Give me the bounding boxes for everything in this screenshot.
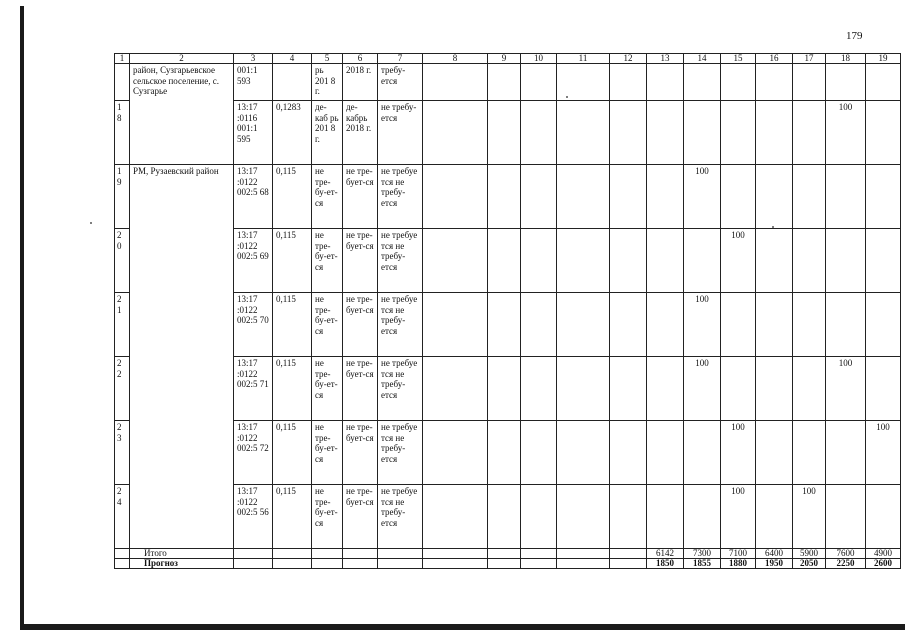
table-cell [826, 64, 866, 101]
value-cell [826, 293, 866, 357]
cadastral-cell: 13:17 :0122 002:5 69 [234, 229, 273, 293]
table-cell [423, 101, 488, 165]
value-cell [684, 485, 721, 549]
table-cell [423, 229, 488, 293]
row-number-cell: 1 8 [115, 101, 130, 165]
header-cell: 17 [793, 54, 826, 64]
table-cell [423, 64, 488, 101]
header-cell: 16 [756, 54, 793, 64]
header-cell: 11 [557, 54, 610, 64]
value-cell [866, 229, 901, 293]
status-cell: не требуе тся не требу-ется [378, 357, 423, 421]
table-cell [521, 559, 557, 569]
table-row [115, 101, 901, 165]
value-cell: 100 [684, 165, 721, 229]
table-cell [423, 559, 488, 569]
table-cell [488, 357, 521, 421]
forecast-value: 2600 [866, 559, 901, 569]
table-cell [234, 549, 273, 559]
table-cell [423, 357, 488, 421]
table-cell [610, 421, 647, 485]
table-cell [423, 165, 488, 229]
requirement-cell: не тре-бует-ся [343, 421, 378, 485]
value-cell [866, 293, 901, 357]
table-cell [521, 101, 557, 165]
row-number-cell [115, 64, 130, 101]
requirement-cell: не тре-бует-ся [343, 165, 378, 229]
value-cell: 100 [866, 421, 901, 485]
table-cell [378, 559, 423, 569]
area-cell: 0,115 [273, 485, 312, 549]
total-value: 6400 [756, 549, 793, 559]
header-cell: 12 [610, 54, 647, 64]
area-cell: 0,115 [273, 421, 312, 485]
table-cell [521, 293, 557, 357]
total-value: 7300 [684, 549, 721, 559]
table-cell [312, 559, 343, 569]
table-cell [756, 293, 793, 357]
value-cell [721, 357, 756, 421]
row-number-cell: 1 9 [115, 165, 130, 229]
location-cell [130, 101, 234, 165]
cadastral-cell: 13:17 :0122 002:5 72 [234, 421, 273, 485]
value-cell [793, 293, 826, 357]
table-cell [647, 421, 684, 485]
value-cell [793, 165, 826, 229]
table-cell [273, 559, 312, 569]
table-cell [557, 229, 610, 293]
requirement-cell: не тре-бует-ся [343, 293, 378, 357]
data-table [114, 53, 901, 569]
table-cell [521, 165, 557, 229]
table-cell [423, 485, 488, 549]
table-cell [521, 357, 557, 421]
date-cell: де-каб рь 201 8 г. [312, 101, 343, 165]
forecast-value: 2250 [826, 559, 866, 569]
table-cell [557, 165, 610, 229]
value-cell [866, 357, 901, 421]
value-cell: 100 [826, 101, 866, 165]
table-cell [343, 559, 378, 569]
header-cell: 5 [312, 54, 343, 64]
forecast-label: Прогноз [130, 559, 234, 569]
table-cell [312, 549, 343, 559]
header-cell: 18 [826, 54, 866, 64]
row-number-cell: 2 2 [115, 357, 130, 421]
total-value: 5900 [793, 549, 826, 559]
table-cell [488, 293, 521, 357]
area-cell: 0,115 [273, 165, 312, 229]
header-cell: 14 [684, 54, 721, 64]
area-cell: 0,115 [273, 357, 312, 421]
scan-speck [90, 222, 92, 224]
scan-bottom-edge [20, 624, 905, 630]
header-cell: 19 [866, 54, 901, 64]
table-cell [521, 64, 557, 101]
table-cell [557, 293, 610, 357]
status-cell: требу-ется [378, 64, 423, 101]
table-cell [610, 165, 647, 229]
table-cell [610, 357, 647, 421]
table-cell [488, 64, 521, 101]
table-cell [557, 421, 610, 485]
header-cell: 4 [273, 54, 312, 64]
table-cell [756, 485, 793, 549]
table-cell [756, 357, 793, 421]
table-cell [273, 549, 312, 559]
value-cell [793, 229, 826, 293]
value-cell: 100 [826, 357, 866, 421]
value-cell: 100 [721, 485, 756, 549]
requirement-cell: не тре-бу-ет-ся [312, 293, 343, 357]
table-cell [684, 64, 721, 101]
row-number-cell: 2 0 [115, 229, 130, 293]
status-cell: не требуе тся не требу-ется [378, 293, 423, 357]
value-cell [826, 165, 866, 229]
table-cell [756, 64, 793, 101]
forecast-value: 1855 [684, 559, 721, 569]
table-row [115, 165, 901, 229]
requirement-cell: не тре-бу-ет-ся [312, 357, 343, 421]
table-cell [423, 549, 488, 559]
total-value: 4900 [866, 549, 901, 559]
table-cell [647, 165, 684, 229]
header-cell: 13 [647, 54, 684, 64]
table-cell [488, 549, 521, 559]
forecast-value: 1950 [756, 559, 793, 569]
value-cell [826, 229, 866, 293]
cadastral-cell: 13:17 :0122 002:5 71 [234, 357, 273, 421]
requirement-cell: не тре-бует-ся [343, 229, 378, 293]
value-cell: 100 [684, 293, 721, 357]
row-number-cell: 2 1 [115, 293, 130, 357]
requirement-cell: не тре-бу-ет-ся [312, 165, 343, 229]
status-cell: не требу-ется [378, 101, 423, 165]
table-cell [234, 559, 273, 569]
scan-left-edge [20, 6, 24, 630]
table-cell [684, 101, 721, 165]
table-cell [488, 559, 521, 569]
header-cell: 2 [130, 54, 234, 64]
row-number-cell: 2 4 [115, 485, 130, 549]
table-cell [647, 485, 684, 549]
table-cell [557, 101, 610, 165]
total-value: 6142 [647, 549, 684, 559]
table-cell [488, 485, 521, 549]
date-cell: рь 201 8 г. [312, 64, 343, 101]
header-cell: 7 [378, 54, 423, 64]
header-cell: 15 [721, 54, 756, 64]
table-cell [647, 64, 684, 101]
value-cell [793, 357, 826, 421]
value-cell: 100 [721, 421, 756, 485]
area-cell: 0,115 [273, 293, 312, 357]
cadastral-cell: 13:17 :0122 002:5 68 [234, 165, 273, 229]
table-cell [115, 549, 130, 559]
table-cell [423, 293, 488, 357]
value-cell: 100 [721, 229, 756, 293]
table-cell [610, 101, 647, 165]
area-cell: 0,115 [273, 229, 312, 293]
table-cell [610, 559, 647, 569]
location-cell: район, Сузгарьевское сельское поселение, с. Сузгарье [130, 64, 234, 101]
table-cell [610, 293, 647, 357]
table-cell [610, 485, 647, 549]
table-cell [610, 229, 647, 293]
header-cell: 1 [115, 54, 130, 64]
cadastral-cell: 001:1 593 [234, 64, 273, 101]
value-cell: 100 [684, 357, 721, 421]
table-cell [115, 559, 130, 569]
cadastral-cell: 13:17 :0122 002:5 70 [234, 293, 273, 357]
table-cell [557, 549, 610, 559]
date-cell: де-кабрь 2018 г. [343, 101, 378, 165]
area-cell: 0,1283 [273, 101, 312, 165]
cadastral-cell: 13:17 :0116 001:1 595 [234, 101, 273, 165]
total-value: 7100 [721, 549, 756, 559]
header-cell: 8 [423, 54, 488, 64]
table-cell [610, 549, 647, 559]
date-cell: 2018 г. [343, 64, 378, 101]
requirement-cell: не тре-бу-ет-ся [312, 229, 343, 293]
table-row [115, 64, 901, 101]
value-cell [684, 421, 721, 485]
status-cell: не требуе тся не требу-ется [378, 485, 423, 549]
header-cell: 9 [488, 54, 521, 64]
total-row [115, 549, 901, 559]
page-number: 179 [846, 30, 863, 42]
value-cell [684, 229, 721, 293]
table-cell [647, 357, 684, 421]
table-cell [721, 101, 756, 165]
value-cell [866, 485, 901, 549]
table-cell [756, 229, 793, 293]
table-cell [557, 559, 610, 569]
forecast-row [115, 559, 901, 569]
value-cell [721, 293, 756, 357]
header-cell: 3 [234, 54, 273, 64]
value-cell: 100 [793, 485, 826, 549]
cadastral-cell: 13:17 :0122 002:5 56 [234, 485, 273, 549]
header-cell: 10 [521, 54, 557, 64]
table-cell [756, 165, 793, 229]
table-cell [793, 64, 826, 101]
table-cell [557, 485, 610, 549]
requirement-cell: не тре-бу-ет-ся [312, 421, 343, 485]
table-cell [488, 165, 521, 229]
table-cell [423, 421, 488, 485]
table-cell [647, 293, 684, 357]
table-cell [521, 421, 557, 485]
header-cell: 6 [343, 54, 378, 64]
value-cell [793, 421, 826, 485]
requirement-cell: не тре-бу-ет-ся [312, 485, 343, 549]
table-cell [610, 64, 647, 101]
status-cell: не требуе тся не требу-ется [378, 421, 423, 485]
value-cell [826, 421, 866, 485]
status-cell: не требуе тся не требу-ется [378, 229, 423, 293]
table-cell [521, 549, 557, 559]
table-cell [521, 485, 557, 549]
table-cell [557, 357, 610, 421]
value-cell [866, 165, 901, 229]
table-cell [343, 549, 378, 559]
table-cell [557, 64, 610, 101]
requirement-cell: не тре-бует-ся [343, 357, 378, 421]
table-cell [647, 101, 684, 165]
table-cell [793, 101, 826, 165]
table-cell [756, 101, 793, 165]
location-cell: РМ, Рузаевский район [130, 165, 234, 549]
area-cell [273, 64, 312, 101]
value-cell [826, 485, 866, 549]
table-cell [756, 421, 793, 485]
requirement-cell: не тре-бует-ся [343, 485, 378, 549]
table-cell [866, 64, 901, 101]
table-cell [488, 101, 521, 165]
table-cell [721, 64, 756, 101]
forecast-value: 1850 [647, 559, 684, 569]
total-label: Итого [130, 549, 234, 559]
forecast-value: 2050 [793, 559, 826, 569]
table-cell [866, 101, 901, 165]
value-cell [721, 165, 756, 229]
row-number-cell: 2 3 [115, 421, 130, 485]
table-cell [488, 229, 521, 293]
forecast-value: 1880 [721, 559, 756, 569]
table-cell [378, 549, 423, 559]
total-value: 7600 [826, 549, 866, 559]
status-cell: не требуе тся не требу-ется [378, 165, 423, 229]
table-cell [521, 229, 557, 293]
header-row [115, 54, 901, 64]
table-cell [488, 421, 521, 485]
table-cell [647, 229, 684, 293]
